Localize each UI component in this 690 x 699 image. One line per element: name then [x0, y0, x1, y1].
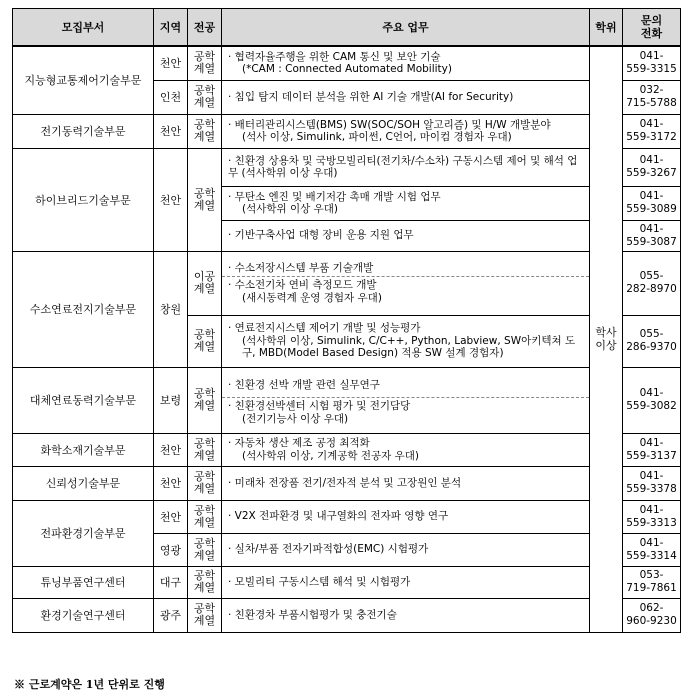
- task-main: · 자동차 생산 제조 공정 최적화: [228, 437, 370, 449]
- task-main: · 협력자율주행을 위한 CAM 통신 및 보안 기술: [228, 50, 441, 63]
- duty-cell: [222, 46, 590, 80]
- task-item: [222, 189, 589, 218]
- task-sub: (석사학위 이상 우대): [242, 203, 339, 215]
- major-cell: 공학 계열: [188, 114, 222, 148]
- task-main: · V2X 전파환경 및 내구열화의 전자파 영향 연구: [228, 510, 449, 523]
- contact-cell: 041- 559-3315: [623, 46, 681, 80]
- contact-cell: 041- 559-3267: [623, 148, 681, 186]
- degree-cell: 학사 이상: [590, 46, 623, 632]
- major-cell: 공학 계열: [188, 433, 222, 466]
- contact-cell: 055- 282-8970: [623, 251, 681, 315]
- header-region: 지역: [154, 9, 188, 47]
- duty-cell: [222, 433, 590, 466]
- duty-cell: [222, 220, 590, 251]
- duty-cell: [222, 251, 590, 315]
- task-sub: (전기기능사 이상 우대): [242, 412, 349, 425]
- task-item: [222, 435, 589, 464]
- region-cell: 창원: [154, 251, 188, 367]
- recruitment-table: [12, 8, 681, 633]
- contact-cell: 053- 719-7861: [623, 566, 681, 598]
- duty-cell: [222, 533, 590, 566]
- table-body: [13, 46, 681, 632]
- region-cell: 보령: [154, 367, 188, 433]
- region-cell: 천안: [154, 466, 188, 500]
- duty-cell: [222, 598, 590, 632]
- task-item: [222, 541, 589, 558]
- major-cell: 공학 계열: [188, 315, 222, 367]
- region-cell: 천안: [154, 114, 188, 148]
- task-main: · 수소저장시스템 부품 기술개발: [228, 261, 374, 274]
- dept-cell: 전기동력기술부문: [13, 114, 154, 148]
- dept-cell: 환경기술연구센터: [13, 598, 154, 632]
- table-row: [13, 367, 681, 433]
- task-sub: (석사학위 이상, Simulink, C/C++, Python, Labview, SW아키텍쳐 도구, MBD(Model Based Design) 적용 SW 설계 경험자): [242, 334, 576, 360]
- task-sub: (*CAM : Connected Automated Mobility): [242, 63, 452, 76]
- duty-cell: [222, 500, 590, 533]
- task-main: · 침입 탐지 데이터 분석을 위한 AI 기술 개발(AI for Security): [228, 90, 514, 103]
- major-cell: 공학 계열: [188, 148, 222, 251]
- contact-cell: 041- 559-3089: [623, 186, 681, 220]
- duty-cell: [222, 80, 590, 114]
- header-degree: 학위: [590, 9, 623, 47]
- task-item: [222, 475, 589, 492]
- table-row: [13, 46, 681, 80]
- region-cell: 대구: [154, 566, 188, 598]
- task-item: [222, 227, 589, 244]
- table-row: [13, 598, 681, 632]
- task-main: · 기반구축사업 대형 장비 운용 지원 업무: [228, 229, 414, 242]
- task-main: · 배터리관리시스템(BMS) SW(SOC/SOH 알고리즘) 및 H/W 개발분야: [228, 118, 551, 131]
- region-cell: 천안: [154, 433, 188, 466]
- major-cell: 공학 계열: [188, 598, 222, 632]
- contact-cell: 041- 559-3087: [623, 220, 681, 251]
- header-major: 전공: [188, 9, 222, 47]
- task-sub: (새시동력계 운영 경험자 우대): [242, 291, 382, 304]
- major-cell: 공학 계열: [188, 80, 222, 114]
- task-main: · 모빌리티 구동시스템 해석 및 시험평가: [228, 575, 411, 588]
- task-sub: (석사학위 이상, 기계공학 전공자 우대): [242, 449, 420, 462]
- task-main: · 연료전지시스템 제어기 개발 및 성능평가: [228, 322, 421, 335]
- table-row: [13, 566, 681, 598]
- task-item: [222, 373, 589, 398]
- contact-cell: 041- 559-3314: [623, 533, 681, 566]
- duty-cell: [222, 186, 590, 220]
- task-main: · 실차/부품 전자기파적합성(EMC) 시험평가: [228, 543, 429, 556]
- table-row: [13, 148, 681, 186]
- contact-cell: 041- 559-3172: [623, 114, 681, 148]
- region-cell: 천안: [154, 148, 188, 251]
- dept-cell: 신뢰성기술부문: [13, 466, 154, 500]
- dept-cell: 튜닝부품연구센터: [13, 566, 154, 598]
- dept-cell: 지능형교통제어기술부문: [13, 46, 154, 114]
- task-item: [222, 320, 589, 362]
- major-cell: 공학 계열: [188, 367, 222, 433]
- table-row: [13, 466, 681, 500]
- table-row: [13, 251, 681, 315]
- dept-cell: 하이브리드기술부문: [13, 148, 154, 251]
- task-item: [222, 508, 589, 525]
- header-dept: 모집부서: [13, 9, 154, 47]
- task-main: · 미래차 전장품 전기/전자적 분석 및 고장원인 분석: [228, 476, 462, 489]
- region-cell: 천안: [154, 46, 188, 80]
- contact-cell: 032- 715-5788: [623, 80, 681, 114]
- contact-cell: 041- 559-3137: [623, 433, 681, 466]
- duty-cell: [222, 466, 590, 500]
- region-cell: 영광: [154, 533, 188, 566]
- task-item: [222, 607, 589, 624]
- major-cell: 공학 계열: [188, 46, 222, 80]
- major-cell: 공학 계열: [188, 500, 222, 533]
- task-item: [222, 276, 589, 306]
- region-cell: 인천: [154, 80, 188, 114]
- task-main: · 친환경 상용차 및 국방모빌리티(전기차/수소차) 구동시스템 제어 및 해석 업무 (석사학위 이상 우대): [228, 154, 578, 179]
- task-item: [222, 153, 589, 182]
- task-item: [222, 260, 589, 277]
- table-row: [13, 500, 681, 533]
- dept-cell: 화학소재기술부문: [13, 433, 154, 466]
- task-item: [222, 574, 589, 591]
- major-cell: 공학 계열: [188, 533, 222, 566]
- dept-cell: 전파환경기술부문: [13, 500, 154, 566]
- major-cell: 공학 계열: [188, 566, 222, 598]
- contact-cell: 041- 559-3378: [623, 466, 681, 500]
- major-cell: 공학 계열: [188, 466, 222, 500]
- duty-cell: [222, 114, 590, 148]
- task-main: · 수소전기차 연비 측정모드 개발: [228, 279, 377, 292]
- header-contact: 문의 전화: [623, 9, 681, 47]
- contact-cell: 062- 960-9230: [623, 598, 681, 632]
- header-row: [13, 9, 681, 47]
- region-cell: 광주: [154, 598, 188, 632]
- task-main: · 친환경선박센터 시험 평가 및 전기담당: [228, 400, 411, 413]
- task-main: · 친환경 선박 개발 관련 실무연구: [228, 378, 380, 391]
- dept-cell: 수소연료전지기술부문: [13, 251, 154, 367]
- task-item: [222, 49, 589, 78]
- duty-cell: [222, 566, 590, 598]
- task-sub: (석사 이상, Simulink, 파이썬, C언어, 마이컴 경험자 우대): [242, 131, 512, 143]
- table-row: [13, 114, 681, 148]
- header-duty: 주요 업무: [222, 9, 590, 47]
- footnote: ※ 근로계약은 1년 단위로 진행: [14, 678, 165, 691]
- task-item: [222, 117, 589, 146]
- contact-cell: 055- 286-9370: [623, 315, 681, 367]
- task-item: [222, 397, 589, 427]
- contact-cell: 041- 559-3313: [623, 500, 681, 533]
- task-item: [222, 89, 589, 106]
- dept-cell: 대체연료동력기술부문: [13, 367, 154, 433]
- duty-cell: [222, 148, 590, 186]
- task-main: · 무탄소 엔진 및 배기저감 촉매 개발 시험 업무: [228, 190, 441, 203]
- task-main: · 친환경차 부품시험평가 및 충전기술: [228, 608, 397, 621]
- major-cell: 이공 계열: [188, 251, 222, 315]
- contact-cell: 041- 559-3082: [623, 367, 681, 433]
- table-row: [13, 433, 681, 466]
- duty-cell: [222, 315, 590, 367]
- region-cell: 천안: [154, 500, 188, 533]
- duty-cell: [222, 367, 590, 433]
